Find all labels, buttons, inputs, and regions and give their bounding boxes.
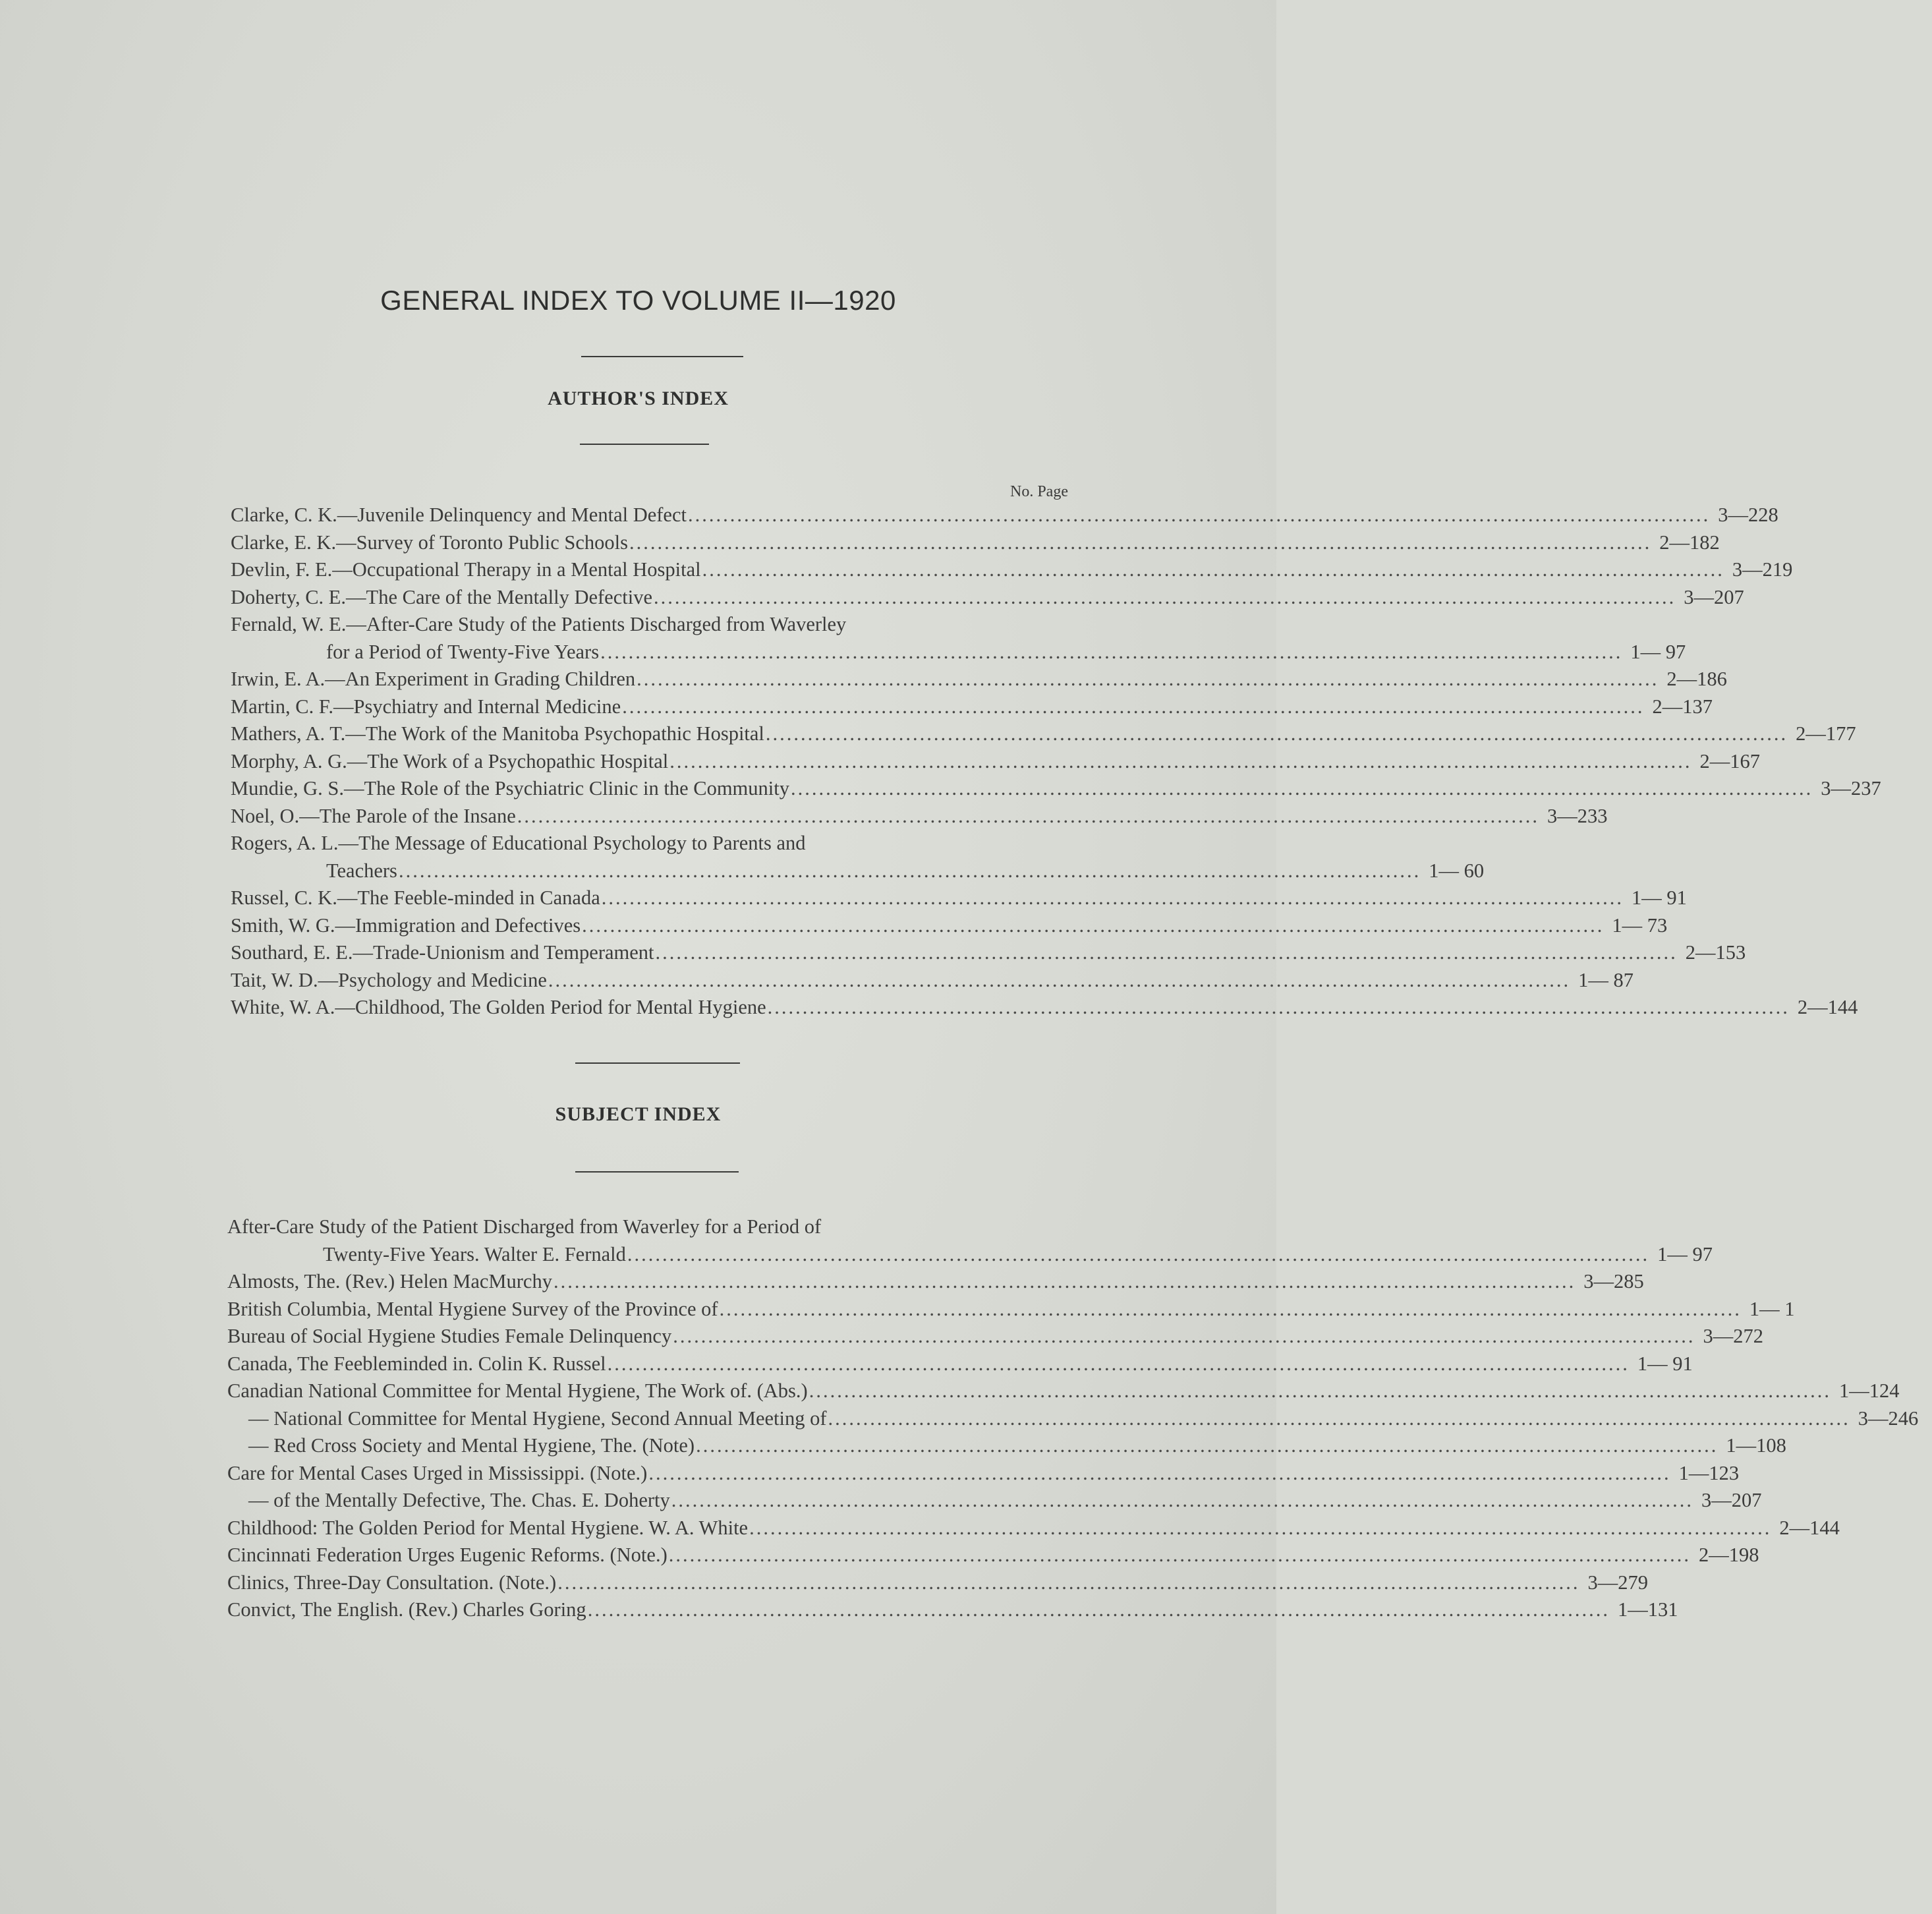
dot-leader: .................................................................................................................................................. [553,1270,1576,1292]
list-item: Almosts, The. (Rev.) Helen MacMurchy .................................................................................................................................................. 3—285 [227,1268,1085,1296]
page-reference: 2—182 [1659,531,1720,554]
page-reference: 2—167 [1699,749,1760,772]
list-item: Fernald, W. E.—After-Care Study of the Patients Discharged from Waverley [231,613,847,635]
page-reference: 3—285 [1583,1270,1644,1292]
page-reference: 2—144 [1797,996,1858,1018]
authors-heading: AUTHOR'S INDEX [548,388,729,409]
page-reference: 3—279 [1587,1571,1648,1594]
list-item: Clarke, C. K.—Juvenile Delinquency and Mental Defect .................................................................................................................................................. 3—228 [231,502,1091,529]
list-item-continuation: Twenty-Five Years. Walter E. Fernald .................................................................................................................................................. 1— 97 [227,1241,1085,1269]
page-reference: 3—207 [1684,585,1744,608]
page-reference: 2—144 [1779,1516,1840,1539]
page-reference: 3—233 [1547,804,1608,827]
dot-leader: .................................................................................................................................................. [765,722,1788,745]
page-reference: 1— 73 [1612,914,1668,937]
column-header: No. Page [1010,483,1068,500]
dot-leader: .................................................................................................................................................. [790,777,1813,799]
list-item: Smith, W. G.—Immigration and Defectives .................................................................................................................................................. 1— 73 [231,912,1091,940]
page-reference: 3—228 [1718,504,1778,526]
list-item: Canada, The Feebleminded in. Colin K. Russel .................................................................................................................................................. 1— 91 [227,1350,1085,1378]
dot-leader: .................................................................................................................................................. [696,1434,1719,1457]
list-item: Care for Mental Cases Urged in Mississippi. (Note.) .................................................................................................................................................. 1—123 [227,1460,1085,1488]
page-reference: 2—186 [1666,668,1727,690]
list-item: Russel, C. K.—The Feeble-minded in Canada .................................................................................................................................................. 1— 91 [231,884,1091,912]
page-reference: 1—123 [1678,1461,1740,1484]
list-item: Morphy, A. G.—The Work of a Psychopathic Hospital .................................................................................................................................................. 2—167 [231,748,1091,776]
dot-leader: .................................................................................................................................................. [637,668,1659,690]
page-reference: 1— 97 [1630,640,1686,663]
dot-leader: .................................................................................................................................................. [587,1598,1610,1621]
dot-leader: .................................................................................................................................................. [607,1352,1630,1375]
page-reference: 1— 60 [1429,859,1485,882]
dot-leader: .................................................................................................................................................. [655,941,1678,964]
subjects-list [227,1213,1919,1624]
dot-leader: .................................................................................................................................................. [749,1516,1772,1539]
dot-leader: .................................................................................................................................................. [671,1489,1694,1511]
dot-leader: .................................................................................................................................................. [654,585,1676,608]
list-item-subentry: — National Committee for Mental Hygiene, Second Annual Meeting of .................................................................................................................................................. 3—246 [227,1405,1085,1433]
authors-section-divider [575,1062,740,1064]
dot-leader: .................................................................................................................................................. [557,1571,1580,1594]
page-reference: 1— 87 [1578,968,1634,991]
title-divider [581,356,743,357]
dot-leader: .................................................................................................................................................. [687,504,1711,526]
dot-leader: .................................................................................................................................................. [601,886,1624,909]
subjects-heading-divider [575,1171,739,1173]
page-reference: 3—272 [1703,1325,1763,1347]
dot-leader: .................................................................................................................................................. [398,859,1421,882]
page-reference: 1— 1 [1749,1297,1795,1320]
page-reference: 2—153 [1685,941,1746,964]
dot-leader: .................................................................................................................................................. [719,1297,1742,1320]
page-reference: 3—246 [1858,1406,1919,1430]
page-title: GENERAL INDEX TO VOLUME II—1920 [380,285,896,316]
list-item: White, W. A.—Childhood, The Golden Period for Mental Hygiene .................................................................................................................................................. 2—144 [231,994,1091,1022]
list-item: Rogers, A. L.—The Message of Educational Psychology to Parents and [231,832,806,854]
list-item-continuation: for a Period of Twenty-Five Years .................................................................................................................................................. 1— 97 [231,639,1091,666]
dot-leader: .................................................................................................................................................. [548,968,1571,991]
list-item: Doherty, C. E.—The Care of the Mentally Defective .................................................................................................................................................. 3—207 [231,584,1091,612]
list-item: Irwin, E. A.—An Experiment in Grading Children .................................................................................................................................................. 2—186 [231,666,1091,693]
dot-leader: .................................................................................................................................................. [669,749,1692,772]
list-item: Convict, The English. (Rev.) Charles Goring .................................................................................................................................................. 1—131 [227,1596,1085,1624]
dot-leader: .................................................................................................................................................. [600,640,1623,663]
list-item: Childhood: The Golden Period for Mental Hygiene. W. A. White .................................................................................................................................................. 2—144 [227,1515,1085,1542]
page-reference: 1—131 [1617,1598,1678,1621]
page-reference: 3—219 [1732,558,1793,581]
dot-leader: .................................................................................................................................................. [627,1242,1650,1265]
list-item: Tait, W. D.—Psychology and Medicine .................................................................................................................................................. 1— 87 [231,967,1091,995]
authors-list [231,502,1881,1022]
list-item: Mathers, A. T.—The Work of the Manitoba Psychopathic Hospital .................................................................................................................................................. 2—177 [231,720,1091,748]
dot-leader: .................................................................................................................................................. [629,531,1652,554]
authors-heading-divider [580,444,709,445]
dot-leader: .................................................................................................................................................. [673,1325,1695,1347]
list-item: Southard, E. E.—Trade-Unionism and Temperament .................................................................................................................................................. 2—153 [231,939,1091,967]
dot-leader: .................................................................................................................................................. [828,1406,1850,1430]
page-reference: 1— 91 [1637,1352,1693,1375]
page-reference: 3—207 [1701,1489,1762,1511]
subjects-heading: SUBJECT INDEX [555,1103,722,1125]
dot-leader: .................................................................................................................................................. [668,1544,1691,1566]
list-item: Canadian National Committee for Mental Hygiene, The Work of. (Abs.) .................................................................................................................................................. 1—124 [227,1378,1085,1405]
dot-leader: .................................................................................................................................................. [622,695,1645,718]
page-reference: 3—237 [1821,777,1881,799]
dot-leader: .................................................................................................................................................. [809,1379,1831,1402]
dot-leader: .................................................................................................................................................. [648,1461,1671,1484]
page-reference: 1— 91 [1632,886,1687,909]
dot-leader: .................................................................................................................................................. [582,914,1605,937]
list-item: Clarke, E. K.—Survey of Toronto Public Schools .................................................................................................................................................. 2—182 [231,529,1091,557]
list-item: Mundie, G. S.—The Role of the Psychiatric Clinic in the Community .................................................................................................................................................. 3—237 [231,775,1091,803]
list-item-continuation: Teachers .................................................................................................................................................. 1— 60 [231,857,1091,885]
list-item: British Columbia, Mental Hygiene Survey of the Province of .................................................................................................................................................. 1— 1 [227,1296,1085,1323]
dot-leader: .................................................................................................................................................. [767,996,1790,1018]
list-item: Clinics, Three-Day Consultation. (Note.) .................................................................................................................................................. 3—279 [227,1569,1085,1597]
list-item-subentry: — of the Mentally Defective, The. Chas. E. Doherty .................................................................................................................................................. 3—207 [227,1487,1085,1515]
page-reference: 2—198 [1698,1544,1759,1566]
list-item: Noel, O.—The Parole of the Insane .................................................................................................................................................. 3—233 [231,803,1091,830]
dot-leader: .................................................................................................................................................. [517,804,1540,827]
list-item: After-Care Study of the Patient Discharged from Waverley for a Period of [227,1215,822,1238]
list-item: Martin, C. F.—Psychiatry and Internal Medicine .................................................................................................................................................. 2—137 [231,693,1091,721]
list-item: Cincinnati Federation Urges Eugenic Reforms. (Note.) .................................................................................................................................................. 2—198 [227,1542,1085,1569]
page-reference: 1— 97 [1657,1242,1713,1265]
page-reference: 1—124 [1838,1379,1900,1402]
list-item: Bureau of Social Hygiene Studies Female Delinquency .................................................................................................................................................. 3—272 [227,1323,1085,1350]
page-reference: 2—177 [1796,722,1856,745]
list-item: Devlin, F. E.—Occupational Therapy in a Mental Hospital .................................................................................................................................................. 3—219 [231,556,1091,584]
dot-leader: .................................................................................................................................................. [702,558,1724,581]
page-reference: 2—137 [1652,695,1713,718]
page-reference: 1—108 [1726,1434,1786,1457]
list-item-subentry: — Red Cross Society and Mental Hygiene, The. (Note) .................................................................................................................................................. 1—108 [227,1432,1085,1460]
